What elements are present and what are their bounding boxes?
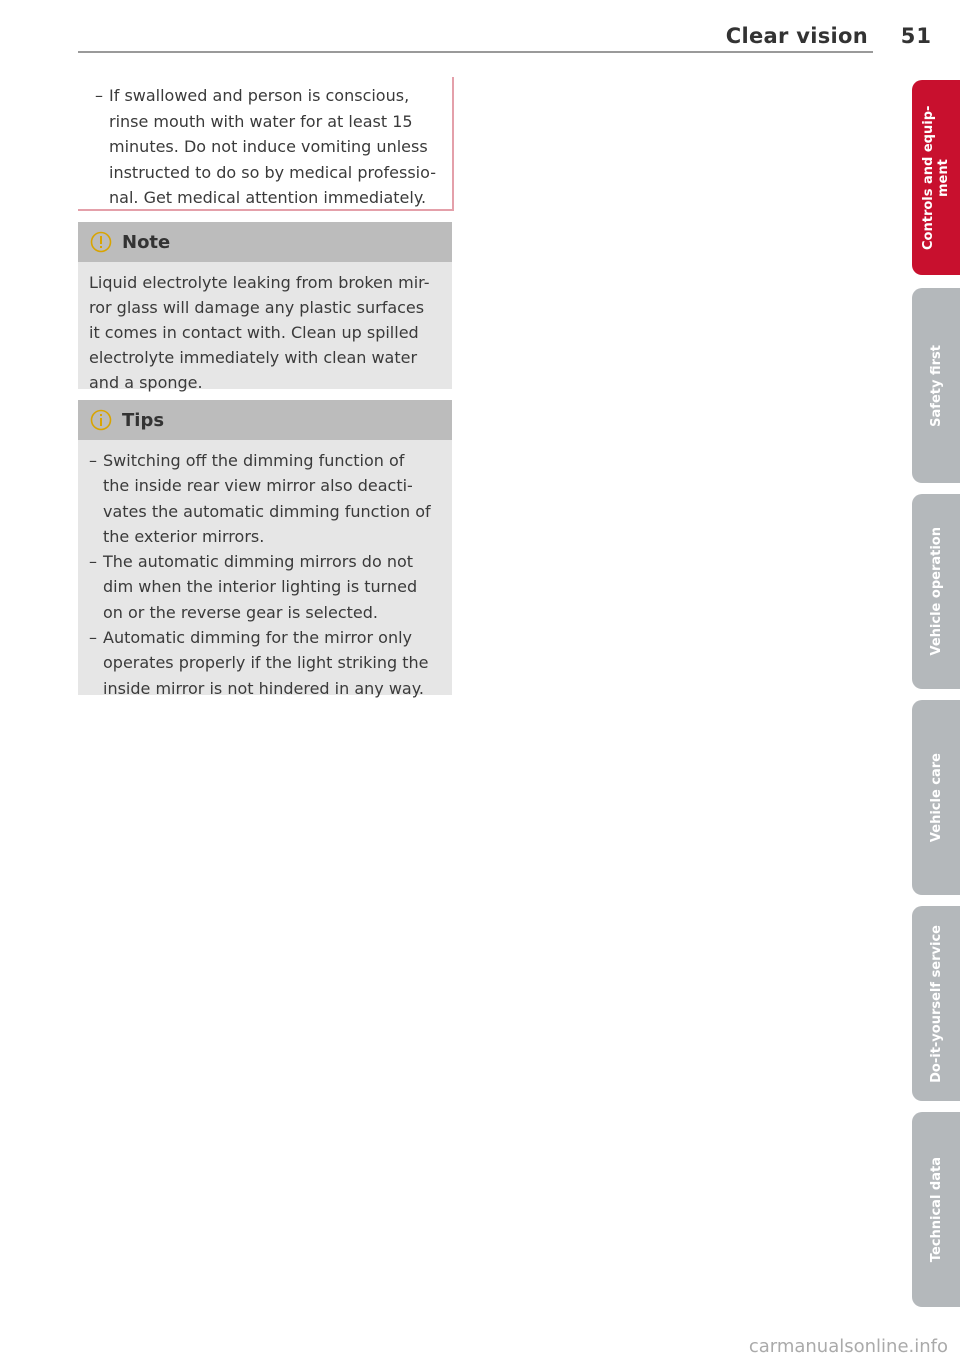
note-body bbox=[78, 262, 452, 392]
note-text bbox=[89, 270, 442, 395]
tips-body bbox=[78, 440, 452, 698]
warning-line-2: rinse mouth with water for at least 15 bbox=[109, 111, 413, 131]
tips-item-3-line-1: Automatic dimming for the mirror only bbox=[103, 628, 413, 648]
tips-item-2-line-1: The automatic dimming mirrors do not bbox=[103, 552, 414, 572]
chapter-tab-label: Technical data bbox=[928, 1156, 944, 1263]
warning-line-3: minutes. Do not induce vomiting unless bbox=[109, 137, 428, 156]
tips-item-1-line-3: vates the automatic dimming function of bbox=[103, 501, 431, 521]
header-rule bbox=[78, 51, 873, 53]
exclamation-circle-icon bbox=[90, 231, 112, 253]
warning-continuation bbox=[78, 77, 454, 211]
tips-item-1 bbox=[89, 448, 442, 549]
watermark: carmanualsonline.info bbox=[748, 1336, 948, 1357]
page-title: Clear vision bbox=[725, 24, 868, 48]
warning-line-1: If swallowed and person is conscious, bbox=[109, 86, 410, 105]
bullet-dash: – bbox=[95, 86, 103, 105]
chapter-tab-label: Controls and equip-ment bbox=[921, 105, 951, 250]
warning-bullet bbox=[95, 83, 438, 211]
chapter-tab-vehicle-care[interactable] bbox=[912, 700, 960, 895]
note-line-5: and a sponge. bbox=[89, 373, 203, 392]
chapter-tab-vehicle-operation[interactable] bbox=[912, 494, 960, 689]
chapter-tab-label: Safety first bbox=[928, 344, 944, 427]
tips-item-2-line-3: on or the reverse gear is selected. bbox=[103, 602, 378, 622]
tips-label: Tips bbox=[122, 409, 165, 431]
warning-line-4: instructed to do so by medical professio- bbox=[109, 162, 436, 182]
note-line-2: ror glass will damage any plastic surfaces bbox=[89, 298, 425, 317]
note-label: Note bbox=[122, 231, 171, 253]
bullet-dash: – bbox=[89, 552, 97, 572]
tips-item-3-line-2: operates properly if the light striking the bbox=[103, 653, 429, 673]
bullet-dash: – bbox=[89, 628, 97, 648]
tips-header bbox=[78, 400, 452, 440]
chapter-tab-label: Do-it-yourself service bbox=[928, 924, 944, 1083]
note-line-1: Liquid electrolyte leaking from broken mir- bbox=[89, 273, 430, 292]
tips-item-1-line-1: Switching off the dimming function of bbox=[103, 451, 405, 470]
page-number: 51 bbox=[900, 24, 932, 48]
tips-item-2 bbox=[89, 549, 442, 625]
chapter-tab-label: Vehicle care bbox=[928, 752, 944, 843]
chapter-tab-safety[interactable] bbox=[912, 288, 960, 483]
warning-line-5: nal. Get medical attention immediately. bbox=[109, 188, 427, 207]
chapter-tab-controls[interactable] bbox=[912, 80, 960, 275]
tips-item-3 bbox=[89, 625, 442, 701]
chapter-tab-label: Vehicle operation bbox=[928, 527, 944, 656]
tips-item-2-line-2: dim when the interior lighting is turned bbox=[103, 577, 418, 597]
info-circle-icon bbox=[90, 409, 112, 431]
note-line-4: electrolyte immediately with clean water bbox=[89, 348, 418, 367]
chapter-tab-technical-data[interactable] bbox=[912, 1112, 960, 1307]
chapter-tab-do-it-yourself[interactable] bbox=[912, 906, 960, 1101]
note-line-3: it comes in contact with. Clean up spilled bbox=[89, 323, 419, 342]
tips-item-1-line-4: the exterior mirrors. bbox=[103, 526, 265, 546]
tips-item-1-line-2: the inside rear view mirror also deacti- bbox=[103, 476, 413, 496]
bullet-dash: – bbox=[89, 451, 97, 470]
tips-item-3-line-3: inside mirror is not hindered in any way. bbox=[103, 678, 424, 698]
note-header bbox=[78, 222, 452, 262]
